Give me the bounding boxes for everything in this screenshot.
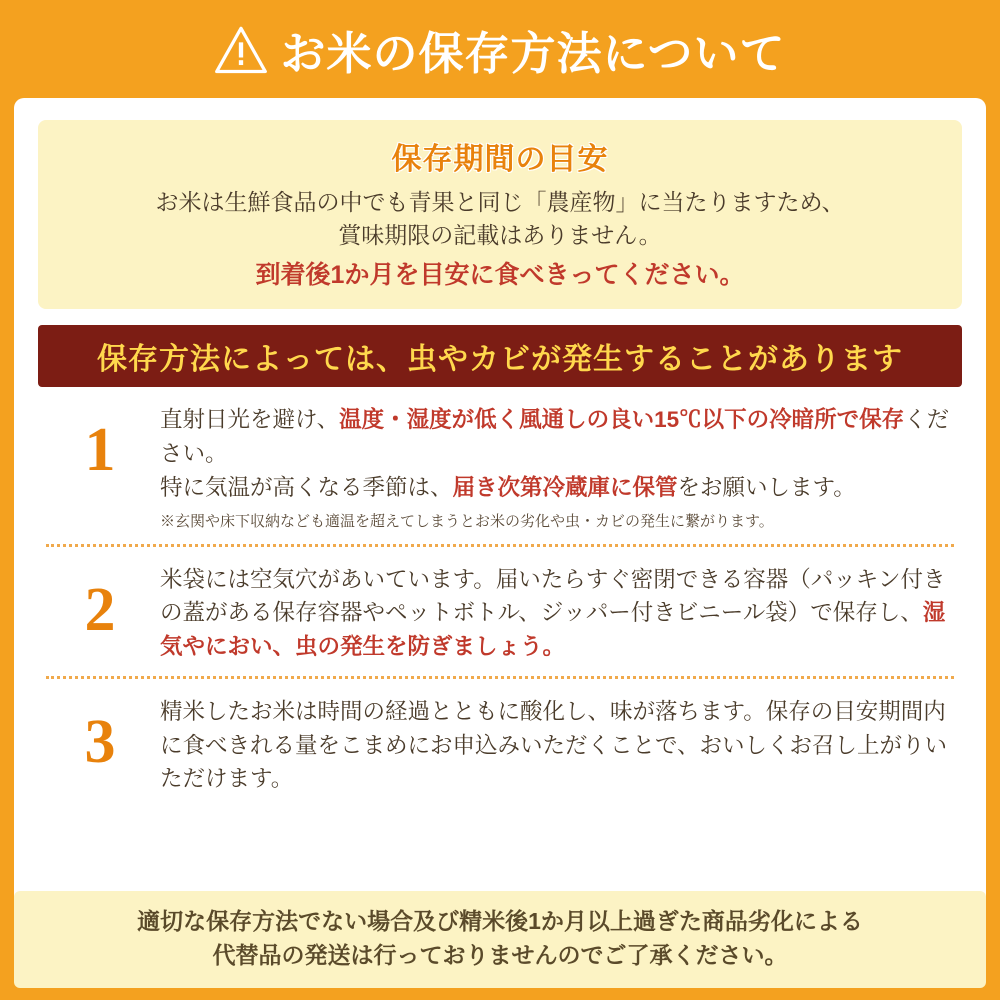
list-item (40, 679, 960, 808)
step-text-1-a: 直射日光を避け、 (160, 407, 340, 433)
step-text-1-e: 届き次第冷蔵庫に保管 (452, 474, 678, 500)
step-text-1-b: 温度・湿度が低く風通しの良い15℃以下の冷暗所で保存 (339, 407, 905, 433)
disclaimer-line2: 代替品の発送は行っておりませんのでご了承ください。 (212, 941, 788, 968)
step-body (160, 403, 960, 531)
step-text-3-a: 精米したお米は時間の経過とともに酸化し、味が落ちます。保存の目安期間内に食べきれる量をこまめにお申込みいただくことで、おいしくお召し上がりいただけます。 (160, 698, 948, 792)
step-number: 1 (84, 416, 116, 485)
storage-period-line1: お米は生鮮食品の中でも青果と同じ「農産物」に当たりますため、 (155, 189, 845, 215)
step-text-1-f: をお願いします。 (677, 474, 856, 500)
step-note: ※玄関や床下収納なども適温を超えてしまうとお米の劣化や虫・カビの発生に繋がります。 (160, 512, 774, 530)
content-card (14, 98, 986, 986)
disclaimer-line1: 適切な保存方法でない場合及び精米後1か月以上過ぎた商品劣化による (137, 908, 863, 935)
storage-period-line2: 賞味期限の記載はありません。 (338, 221, 662, 248)
page-title: お米の保存方法について (280, 27, 786, 79)
step-number: 2 (84, 575, 116, 644)
warning-banner (38, 325, 962, 387)
step-text-2-a: 米袋には空気穴があいています。届いたらすぐ密閉できる容器（パッキン付きの蓋がある保存容器やペットボトル、ジッパー付きビニール袋）で保存し、 (160, 566, 946, 626)
step-body (160, 695, 960, 796)
storage-period-title: 保存期間の目安 (391, 143, 609, 176)
step-body (160, 563, 960, 664)
step-text-1-d: 特に気温が高くなる季節は、 (160, 474, 453, 500)
steps-list (38, 387, 962, 808)
disclaimer-strip (14, 891, 986, 988)
list-item (40, 547, 960, 676)
warning-triangle-icon (214, 24, 268, 78)
step-number: 3 (84, 707, 116, 776)
storage-period-box (38, 120, 962, 309)
step-text-1-c: ください。 (160, 407, 950, 467)
step-text-2-b: 湿気やにおい、虫の発生を防ぎましょう。 (160, 600, 946, 660)
storage-period-emphasis: 到着後1か月を目安に食べきってください。 (255, 261, 745, 290)
poster-header (0, 0, 1000, 98)
list-item (40, 387, 960, 543)
warning-banner-text: 保存方法によっては、虫やカビが発生することがあります (97, 343, 903, 377)
